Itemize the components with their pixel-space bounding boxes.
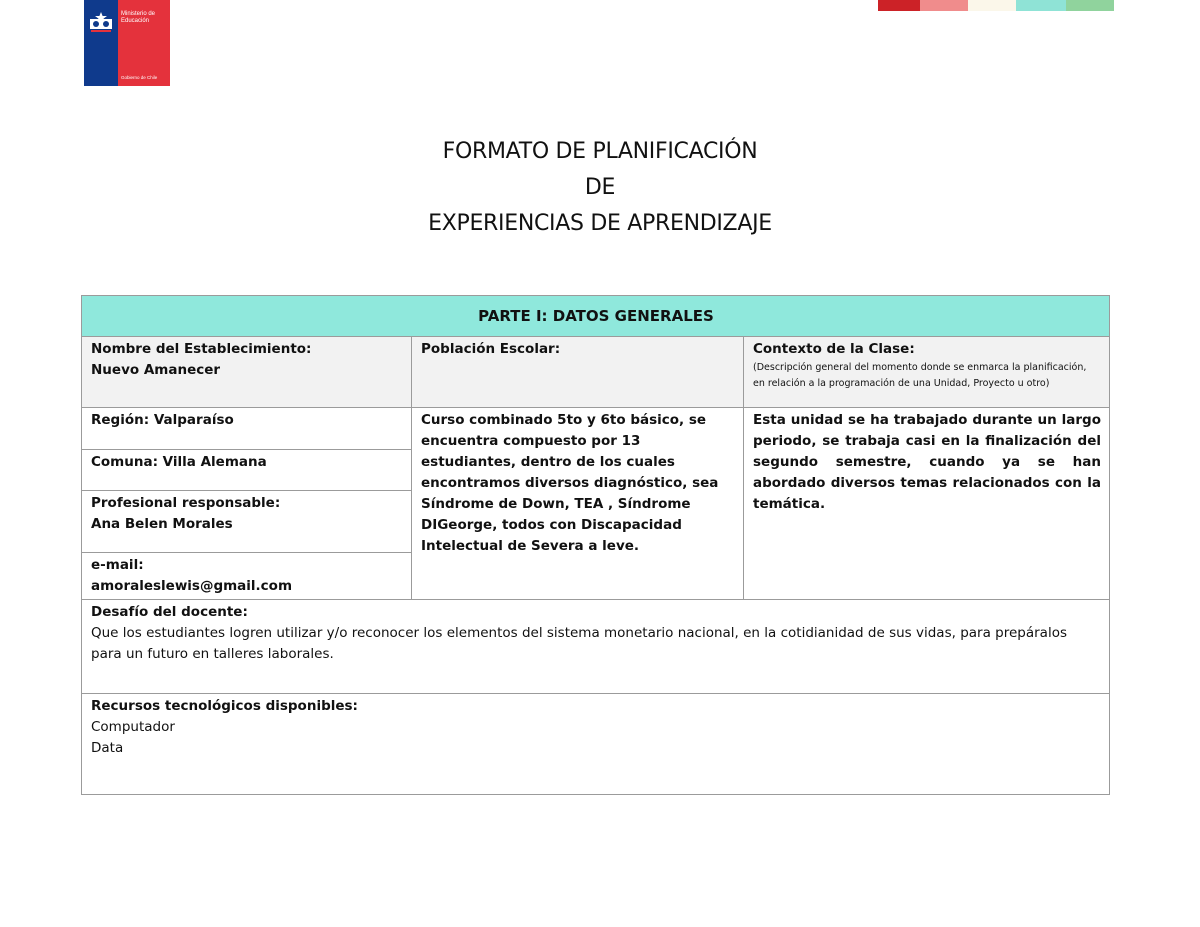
- color-segment-red: [878, 0, 920, 11]
- color-segment-green: [1066, 0, 1114, 11]
- class-context-label: Contexto de la Clase:: [753, 341, 915, 357]
- commune-cell: [82, 450, 412, 491]
- teacher-challenge-cell: [82, 600, 1110, 694]
- logo-red-band: [118, 0, 170, 86]
- teacher-challenge-label: Desafío del docente:: [91, 604, 248, 620]
- title-line-1: FORMATO DE PLANIFICACIÓN: [442, 139, 758, 164]
- establishment-value: Nuevo Amanecer: [91, 362, 221, 378]
- region-cell: [82, 408, 412, 450]
- establishment-label: Nombre del Establecimiento:: [91, 341, 312, 357]
- professional-cell: [82, 491, 412, 553]
- school-population-header-cell: [412, 337, 744, 408]
- logo-ministry-text: Ministerio de Educación: [121, 11, 156, 24]
- professional-label: Profesional responsable:: [91, 495, 281, 511]
- title-line-2: DE: [584, 175, 616, 200]
- class-context-value-cell: [744, 408, 1110, 600]
- chile-seal-icon: [89, 10, 113, 34]
- tech-resource-item: Computador: [91, 719, 175, 735]
- logo-blue-band: [84, 0, 118, 86]
- ministry-logo: [84, 0, 170, 86]
- section-header: PARTE I: DATOS GENERALES: [82, 296, 1110, 337]
- email-label: e-mail:: [91, 557, 144, 573]
- school-population-value: Curso combinado 5to y 6to básico, se encuentra compuesto por 13 estudiantes, dentro de los cuales encontramos diversos diagnóstico, sea Síndrome de Down, TEA , Síndrome DIGeorge, todos con Discapacidad Intelectual de Severa a leve.: [421, 412, 719, 554]
- class-context-value: Esta unidad se ha trabajado durante un largo periodo, se trabaja casi en la finalización del segundo semestre, cuando ya se han abordado diversos temas relacionados con la temática.: [753, 412, 1101, 512]
- color-segment-aqua: [1016, 0, 1066, 11]
- establishment-cell: [82, 337, 412, 408]
- school-population-value-cell: [412, 408, 744, 600]
- region-text: Región: Valparaíso: [91, 412, 234, 428]
- title-line-3: EXPERIENCIAS DE APRENDIZAJE: [428, 211, 772, 236]
- color-segment-pink: [920, 0, 968, 11]
- email-value: amoraleslewis@gmail.com: [91, 578, 293, 594]
- general-data-table: [81, 295, 1110, 795]
- header-color-strip: [878, 0, 1114, 11]
- email-cell: [82, 553, 412, 600]
- tech-resources-cell: [82, 694, 1110, 795]
- tech-resources-label: Recursos tecnológicos disponibles:: [91, 698, 358, 714]
- class-context-header-cell: [744, 337, 1110, 408]
- color-segment-cream: [968, 0, 1016, 11]
- document-title: [0, 134, 1200, 242]
- school-population-label: Población Escolar:: [421, 341, 561, 357]
- professional-value: Ana Belen Morales: [91, 516, 233, 532]
- logo-government-text: Gobierno de Chile: [121, 75, 158, 80]
- class-context-note: (Descripción general del momento donde se enmarca la planificación, en relación a la programación de una Unidad, Proyecto u otro): [753, 362, 1087, 389]
- tech-resource-item: Data: [91, 740, 124, 756]
- teacher-challenge-value: Que los estudiantes logren utilizar y/o reconocer los elementos del sistema monetario nacional, en la cotidianidad de sus vidas, para prepáralos para un futuro en talleres laborales.: [91, 625, 1067, 662]
- commune-text: Comuna: Villa Alemana: [91, 454, 267, 470]
